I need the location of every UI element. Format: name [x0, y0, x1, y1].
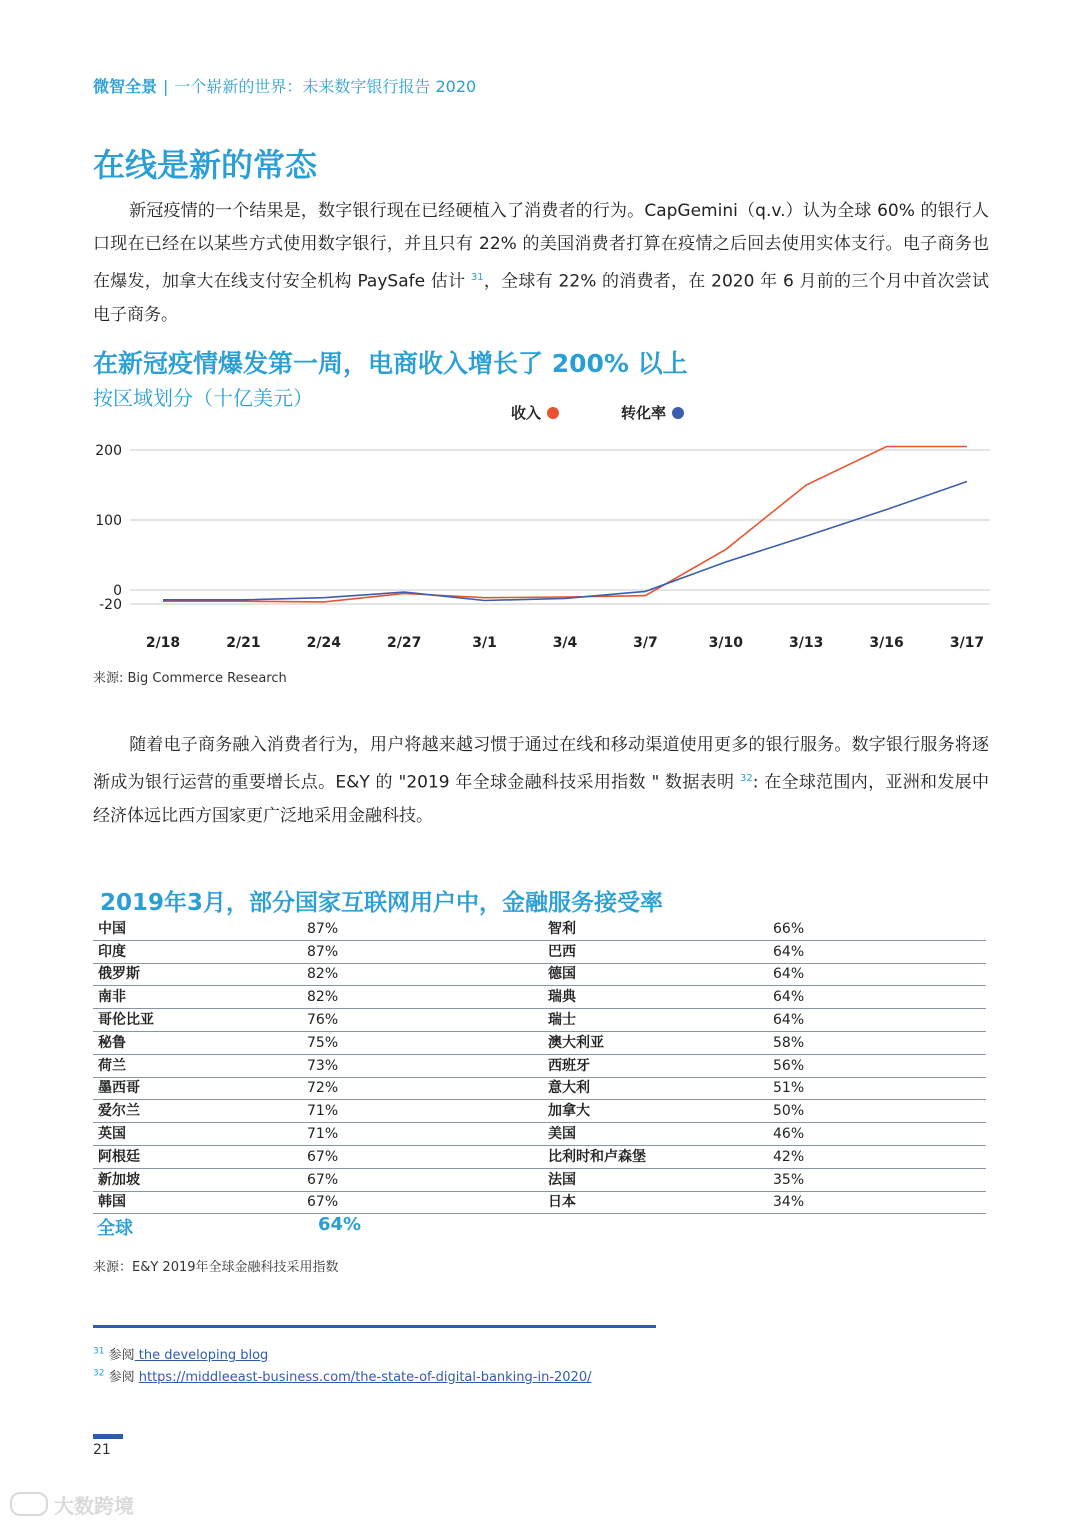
- rate-left: 76%: [302, 1009, 543, 1032]
- x-tick-label: 2/27: [387, 635, 422, 651]
- adoption-text-b: : 在全球范围内，亚洲和发展中经济体远比西方国家更广泛地采用金融科技。: [93, 772, 989, 826]
- chart-source: 来源: Big Commerce Research: [93, 671, 287, 686]
- y-tick-label: 0: [113, 583, 122, 599]
- country-left: 墨西哥: [93, 1077, 302, 1100]
- table-title: 2019年3月，部分国家互联网用户中，金融服务接受率: [100, 890, 664, 916]
- series-line-revenue: [163, 447, 967, 602]
- country-right: 澳大利亚: [543, 1031, 768, 1054]
- header-subtitle: 一个崭新的世界：未来数字银行报告 2020: [174, 77, 477, 96]
- table-row: [93, 1009, 986, 1032]
- y-tick-label: 200: [95, 443, 122, 459]
- running-header: [93, 74, 476, 97]
- country-right: 瑞士: [543, 1009, 768, 1032]
- rate-right: 64%: [768, 940, 986, 963]
- rate-right: 64%: [768, 986, 986, 1009]
- rate-left: 67%: [302, 1168, 543, 1191]
- global-label: 全球: [97, 1218, 133, 1239]
- footnote-divider: [93, 1325, 656, 1328]
- rate-right: 56%: [768, 1054, 986, 1077]
- legend-label-conversion: 转化率: [621, 404, 667, 422]
- country-left: 新加坡: [93, 1168, 302, 1191]
- table-row: [93, 1168, 986, 1191]
- y-tick-label: -20: [99, 597, 122, 613]
- rate-left: 71%: [302, 1100, 543, 1123]
- header-brand: 微智全景: [93, 77, 158, 96]
- x-tick-label: 3/17: [949, 635, 985, 651]
- country-right: 意大利: [543, 1077, 768, 1100]
- footnote-31-link[interactable]: the developing blog: [134, 1348, 269, 1363]
- country-left: 俄罗斯: [93, 963, 302, 986]
- footnote-31: [93, 1344, 268, 1363]
- rate-left: 82%: [302, 963, 543, 986]
- country-left: 爱尔兰: [93, 1100, 302, 1123]
- x-tick-label: 3/10: [708, 635, 743, 651]
- section-title: 在线是新的常态: [93, 146, 318, 184]
- rate-right: 51%: [768, 1077, 986, 1100]
- country-right: 比利时和卢森堡: [543, 1145, 768, 1168]
- table-row: [93, 940, 986, 963]
- table-row: [93, 918, 986, 940]
- rate-right: 66%: [768, 918, 986, 940]
- rate-right: 58%: [768, 1031, 986, 1054]
- rate-left: 67%: [302, 1145, 543, 1168]
- intro-paragraph: [93, 195, 989, 332]
- adoption-text-a: 随着电子商务融入消费者行为，用户将越来越习惯于通过在线和移动渠道使用更多的银行服务。数字银行服务将逐渐成为银行运营的重要增长点。E&Y 的 "2019 年全球金融科技采用指数 " 数据表明: [93, 735, 989, 793]
- chart-title: 在新冠疫情爆发第一周，电商收入增长了 200% 以上: [93, 349, 688, 378]
- global-value: 64%: [318, 1214, 362, 1235]
- country-left: 印度: [93, 940, 302, 963]
- footnote-31-number: 31: [93, 1346, 105, 1357]
- footnote-32-number: 32: [93, 1368, 105, 1379]
- legend-dot-conversion: [672, 407, 684, 419]
- intro-text-a: 新冠疫情的一个结果是，数字银行现在已经硬植入了消费者的行为。CapGemini（q.v.）认为全球 60% 的银行人口现在已经在以某些方式使用数字银行，并且只有 22% 的美国消费者打算在疫情之后回去使用实体支行。电子商务也在爆发，加拿大在线支付安全机构 PaySafe 估计: [93, 201, 989, 292]
- country-left: 英国: [93, 1123, 302, 1146]
- x-tick-label: 3/16: [869, 635, 904, 651]
- country-right: 智利: [543, 918, 768, 940]
- country-right: 西班牙: [543, 1054, 768, 1077]
- country-left: 南非: [93, 986, 302, 1009]
- rate-right: 50%: [768, 1100, 986, 1123]
- table-row: [93, 1100, 986, 1123]
- legend-dot-revenue: [547, 407, 559, 419]
- legend-item-revenue: [511, 402, 559, 423]
- table-row: [93, 1077, 986, 1100]
- country-left: 荷兰: [93, 1054, 302, 1077]
- rate-right: 64%: [768, 963, 986, 986]
- country-left: 中国: [93, 918, 302, 940]
- rate-left: 87%: [302, 918, 543, 940]
- chart-subtitle: 按区域划分（十亿美元）: [93, 386, 313, 410]
- x-tick-label: 3/1: [472, 635, 497, 651]
- footnote-31-prefix: 参阅: [108, 1348, 135, 1363]
- rate-left: 82%: [302, 986, 543, 1009]
- x-tick-label: 3/4: [552, 635, 578, 651]
- country-right: 法国: [543, 1168, 768, 1191]
- table-row: [93, 1031, 986, 1054]
- rate-left: 67%: [302, 1191, 543, 1214]
- rate-left: 87%: [302, 940, 543, 963]
- rate-left: 73%: [302, 1054, 543, 1077]
- footnote-ref-32[interactable]: 32: [740, 773, 753, 784]
- y-tick-label: 100: [95, 513, 122, 529]
- country-right: 巴西: [543, 940, 768, 963]
- watermark-logo-icon: [10, 1492, 48, 1516]
- watermark: [10, 1490, 134, 1519]
- footnote-32: [93, 1366, 591, 1385]
- footnote-32-link[interactable]: https://middleeast-business.com/the-state-of-digital-banking-in-2020/: [138, 1370, 592, 1385]
- country-right: 美国: [543, 1123, 768, 1146]
- adoption-table: [93, 918, 986, 1214]
- header-separator: |: [163, 77, 169, 96]
- rate-right: 64%: [768, 1009, 986, 1032]
- table-row: [93, 1191, 986, 1214]
- country-right: 瑞典: [543, 986, 768, 1009]
- rate-right: 42%: [768, 1145, 986, 1168]
- country-right: 德国: [543, 963, 768, 986]
- table-row: [93, 963, 986, 986]
- x-tick-label: 2/21: [226, 635, 261, 651]
- x-tick-label: 3/13: [789, 635, 824, 651]
- country-left: 阿根廷: [93, 1145, 302, 1168]
- country-left: 韩国: [93, 1191, 302, 1214]
- table-row: [93, 1145, 986, 1168]
- country-right: 日本: [543, 1191, 768, 1214]
- x-tick-label: 3/7: [633, 635, 658, 651]
- watermark-text: 大数跨境: [54, 1494, 134, 1518]
- legend-item-conversion: [621, 402, 684, 423]
- country-left: 秘鲁: [93, 1031, 302, 1054]
- page-number: 21: [93, 1442, 111, 1458]
- x-tick-label: 2/18: [145, 635, 181, 651]
- series-line-conversion: [163, 482, 967, 601]
- table-source: 来源：E&Y 2019年全球金融科技采用指数: [93, 1260, 339, 1275]
- x-tick-label: 2/24: [306, 635, 341, 651]
- rate-left: 72%: [302, 1077, 543, 1100]
- country-left: 哥伦比亚: [93, 1009, 302, 1032]
- country-right: 加拿大: [543, 1100, 768, 1123]
- rate-right: 34%: [768, 1191, 986, 1214]
- footnote-32-prefix: 参阅: [108, 1370, 135, 1385]
- rate-left: 71%: [302, 1123, 543, 1146]
- legend-label-revenue: 收入: [511, 404, 542, 422]
- rate-right: 46%: [768, 1123, 986, 1146]
- table-row: [93, 986, 986, 1009]
- table-row: [93, 1123, 986, 1146]
- intro-text-b: ，全球有 22% 的消费者，在 2020 年 6 月前的三个月中首次尝试电子商务。: [93, 271, 990, 325]
- rate-left: 75%: [302, 1031, 543, 1054]
- footnote-ref-31[interactable]: 31: [470, 272, 484, 283]
- line-chart: [0, 430, 1080, 660]
- rate-right: 35%: [768, 1168, 986, 1191]
- adoption-paragraph: [93, 729, 989, 833]
- table-row: [93, 1054, 986, 1077]
- page-number-bar: [93, 1434, 123, 1439]
